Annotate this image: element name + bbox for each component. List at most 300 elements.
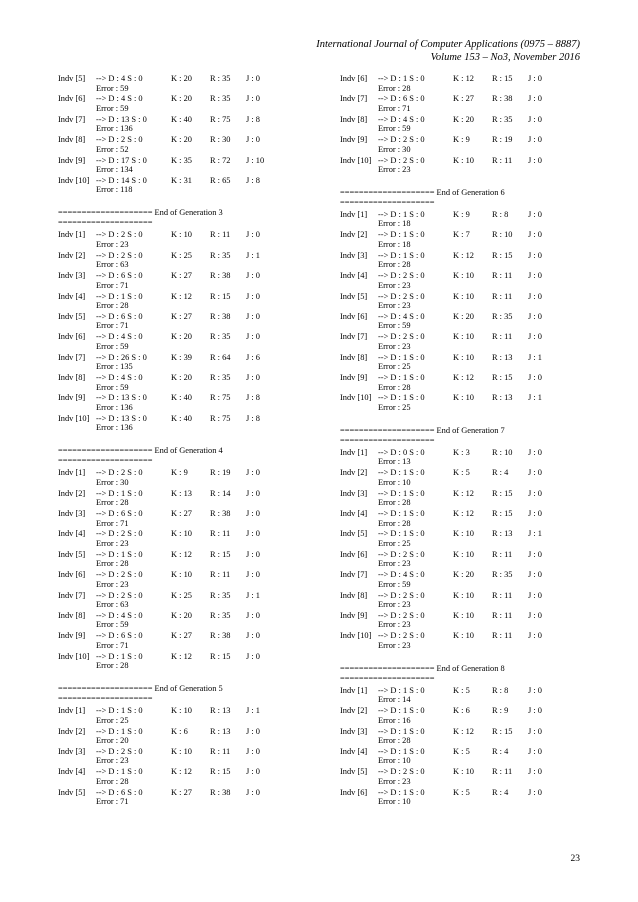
log-entry [58,468,318,488]
individual-label: Indv [9] [58,631,86,641]
generation-title: ==================== End of Generation 4 [58,446,223,456]
j-value: J : 0 [246,311,260,321]
error-value: Error : 71 [96,797,129,807]
individual-label: Indv [7] [58,114,86,124]
j-value: J : 0 [246,230,260,240]
individual-label: Indv [5] [58,311,86,321]
k-value: K : 27 [171,631,192,641]
j-value: J : 6 [246,352,260,362]
k-value: K : 20 [171,74,192,83]
error-value: Error : 23 [378,620,411,630]
r-value: R : 11 [210,746,231,756]
individual-label: Indv [5] [58,549,86,559]
distance-value: --> D : 1 S : 0 [378,468,425,478]
error-value: Error : 23 [96,239,129,249]
j-value: J : 0 [528,209,542,219]
error-value: Error : 136 [96,423,133,433]
generation-rule: ==================== [340,197,435,207]
r-value: R : 35 [210,332,231,342]
r-value: R : 15 [492,726,513,736]
k-value: K : 6 [453,706,470,716]
individual-label: Indv [5] [340,529,368,539]
error-value: Error : 14 [378,695,411,705]
log-entry [58,489,318,509]
k-value: K : 12 [453,509,474,519]
individual-label: Indv [5] [340,291,368,301]
log-entry [58,509,318,529]
generation-separator [58,434,318,468]
error-value: Error : 23 [378,341,411,351]
distance-value: --> D : 1 S : 0 [96,488,143,498]
r-value: R : 35 [210,94,231,104]
log-entry [58,788,318,808]
distance-value: --> D : 1 S : 0 [378,706,425,716]
individual-label: Indv [10] [58,651,90,661]
log-entry [58,115,318,135]
distance-value: --> D : 1 S : 0 [378,209,425,219]
error-value: Error : 71 [96,518,129,528]
error-value: Error : 23 [378,776,411,786]
individual-label: Indv [8] [58,373,86,383]
log-entry [340,529,600,549]
log-entry [58,529,318,549]
individual-label: Indv [4] [340,746,368,756]
k-value: K : 13 [171,488,192,498]
error-value: Error : 71 [96,280,129,290]
j-value: J : 0 [246,570,260,580]
r-value: R : 38 [210,631,231,641]
individual-label: Indv [2] [58,488,86,498]
distance-value: --> D : 2 S : 0 [378,767,425,777]
j-value: J : 1 [528,529,542,539]
r-value: R : 4 [492,746,509,756]
log-entry [58,373,318,393]
r-value: R : 15 [492,488,513,498]
distance-value: --> D : 26 S : 0 [96,352,147,362]
distance-value: --> D : 2 S : 0 [96,529,143,539]
log-entry [58,727,318,747]
r-value: R : 13 [210,726,231,736]
individual-label: Indv [3] [340,726,368,736]
k-value: K : 40 [171,114,192,124]
log-entry [340,591,600,611]
error-value: Error : 10 [378,756,411,766]
log-entry [58,652,318,672]
error-value: Error : 59 [96,341,129,351]
individual-label: Indv [9] [340,135,368,145]
j-value: J : 0 [528,332,542,342]
j-value: J : 8 [246,175,260,185]
r-value: R : 8 [492,685,509,695]
generation-rule: ==================== [340,435,435,445]
j-value: J : 0 [528,787,542,797]
k-value: K : 12 [171,549,192,559]
log-entry [340,448,600,468]
individual-label: Indv [2] [340,230,368,240]
k-value: K : 10 [453,393,474,403]
error-value: Error : 71 [96,321,129,331]
r-value: R : 15 [210,549,231,559]
individual-label: Indv [7] [58,590,86,600]
r-value: R : 11 [210,529,231,539]
j-value: J : 0 [528,250,542,260]
distance-value: --> D : 2 S : 0 [378,610,425,620]
r-value: R : 15 [492,373,513,383]
k-value: K : 27 [171,787,192,797]
r-value: R : 75 [210,413,231,423]
distance-value: --> D : 4 S : 0 [378,570,425,580]
distance-value: --> D : 6 S : 0 [96,787,143,797]
error-value: Error : 28 [96,559,129,569]
individual-label: Indv [6] [340,549,368,559]
j-value: J : 0 [246,74,260,83]
r-value: R : 38 [210,787,231,797]
k-value: K : 10 [453,155,474,165]
k-value: K : 9 [171,468,188,478]
individual-label: Indv [2] [58,726,86,736]
individual-label: Indv [7] [340,570,368,580]
individual-label: Indv [5] [58,74,86,83]
log-entry [58,312,318,332]
log-entry [340,393,600,413]
j-value: J : 0 [528,291,542,301]
r-value: R : 38 [210,311,231,321]
individual-label: Indv [4] [58,529,86,539]
r-value: R : 19 [210,468,231,478]
log-entry [340,550,600,570]
k-value: K : 5 [453,685,470,695]
error-value: Error : 23 [378,559,411,569]
r-value: R : 35 [492,114,513,124]
error-value: Error : 28 [96,661,129,671]
r-value: R : 10 [492,230,513,240]
j-value: J : 0 [246,271,260,281]
journal-volume: Volume 153 – No3, November 2016 [430,52,580,63]
error-value: Error : 28 [378,736,411,746]
k-value: K : 20 [453,311,474,321]
distance-value: --> D : 13 S : 0 [96,393,147,403]
log-entry [340,115,600,135]
k-value: K : 12 [453,726,474,736]
j-value: J : 0 [246,135,260,145]
k-value: K : 5 [453,468,470,478]
log-entry [340,332,600,352]
log-entry [58,74,318,94]
error-value: Error : 25 [96,715,129,725]
log-entry [58,94,318,114]
generation-rule: ==================== [58,218,153,228]
log-entry [340,727,600,747]
j-value: J : 0 [528,746,542,756]
error-value: Error : 134 [96,165,133,175]
k-value: K : 10 [453,271,474,281]
r-value: R : 11 [492,271,513,281]
individual-label: Indv [6] [58,332,86,342]
error-value: Error : 59 [96,620,129,630]
distance-value: --> D : 6 S : 0 [378,94,425,104]
distance-value: --> D : 1 S : 0 [96,726,143,736]
j-value: J : 0 [246,509,260,519]
j-value: J : 0 [528,114,542,124]
j-value: J : 0 [528,631,542,641]
k-value: K : 20 [171,373,192,383]
log-entry [58,156,318,176]
r-value: R : 72 [210,155,231,165]
page-number: 23 [570,854,580,864]
log-entry [340,74,600,94]
k-value: K : 20 [171,94,192,104]
generation-title: ==================== End of Generation 6 [340,187,505,197]
generation-separator [340,176,600,210]
log-entry [340,747,600,767]
error-value: Error : 30 [378,144,411,154]
r-value: R : 35 [210,590,231,600]
j-value: J : 0 [246,529,260,539]
j-value: J : 0 [528,549,542,559]
r-value: R : 11 [492,590,513,600]
error-value: Error : 28 [378,83,411,93]
r-value: R : 11 [492,610,513,620]
distance-value: --> D : 2 S : 0 [378,549,425,559]
r-value: R : 4 [492,468,509,478]
error-value: Error : 59 [96,382,129,392]
j-value: J : 0 [246,631,260,641]
k-value: K : 3 [453,447,470,457]
log-entry [58,332,318,352]
log-entry [58,230,318,250]
r-value: R : 38 [210,509,231,519]
k-value: K : 6 [171,726,188,736]
log-entry [58,767,318,787]
distance-value: --> D : 2 S : 0 [96,230,143,240]
j-value: J : 0 [528,509,542,519]
error-value: Error : 18 [378,219,411,229]
distance-value: --> D : 4 S : 0 [96,373,143,383]
j-value: J : 0 [528,155,542,165]
individual-label: Indv [9] [340,373,368,383]
k-value: K : 9 [453,135,470,145]
j-value: J : 0 [528,767,542,777]
individual-label: Indv [3] [58,509,86,519]
individual-label: Indv [6] [340,787,368,797]
log-entry [58,591,318,611]
distance-value: --> D : 2 S : 0 [378,155,425,165]
error-value: Error : 136 [96,124,133,134]
r-value: R : 38 [210,271,231,281]
distance-value: --> D : 1 S : 0 [96,706,143,716]
generation-title: ==================== End of Generation 3 [58,208,223,218]
log-entry [340,706,600,726]
j-value: J : 0 [528,311,542,321]
distance-value: --> D : 17 S : 0 [96,155,147,165]
generation-title: ==================== End of Generation 5 [58,684,223,694]
j-value: J : 10 [246,155,265,165]
r-value: R : 13 [210,706,231,716]
log-entry [58,747,318,767]
distance-value: --> D : 1 S : 0 [378,373,425,383]
k-value: K : 31 [171,175,192,185]
distance-value: --> D : 6 S : 0 [96,311,143,321]
k-value: K : 10 [453,610,474,620]
j-value: J : 0 [528,706,542,716]
j-value: J : 0 [528,230,542,240]
distance-value: --> D : 6 S : 0 [96,271,143,281]
k-value: K : 10 [453,767,474,777]
j-value: J : 0 [528,94,542,104]
individual-label: Indv [9] [340,610,368,620]
log-entry [58,251,318,271]
error-value: Error : 23 [378,640,411,650]
k-value: K : 7 [453,230,470,240]
distance-value: --> D : 6 S : 0 [96,631,143,641]
individual-label: Indv [1] [340,685,368,695]
log-entry [58,631,318,651]
log-entry [58,706,318,726]
j-value: J : 8 [246,393,260,403]
distance-value: --> D : 2 S : 0 [96,590,143,600]
distance-value: --> D : 1 S : 0 [96,549,143,559]
j-value: J : 1 [246,590,260,600]
k-value: K : 39 [171,352,192,362]
error-value: Error : 135 [96,362,133,372]
k-value: K : 20 [453,114,474,124]
r-value: R : 13 [492,352,513,362]
error-value: Error : 118 [96,185,133,195]
individual-label: Indv [10] [58,175,90,185]
generation-title: ==================== End of Generation 8 [340,663,505,673]
r-value: R : 75 [210,393,231,403]
individual-label: Indv [6] [340,74,368,83]
individual-label: Indv [2] [340,468,368,478]
distance-value: --> D : 1 S : 0 [378,529,425,539]
error-value: Error : 23 [96,579,129,589]
distance-value: --> D : 1 S : 0 [96,651,143,661]
k-value: K : 40 [171,393,192,403]
log-entry [58,414,318,434]
log-entry [340,611,600,631]
error-value: Error : 59 [96,83,129,93]
r-value: R : 65 [210,175,231,185]
k-value: K : 10 [453,529,474,539]
j-value: J : 1 [246,250,260,260]
log-entry [340,570,600,590]
j-value: J : 0 [246,787,260,797]
error-value: Error : 10 [378,797,411,807]
j-value: J : 0 [246,373,260,383]
r-value: R : 11 [492,155,513,165]
individual-label: Indv [4] [58,767,86,777]
log-entry [340,767,600,787]
distance-value: --> D : 1 S : 0 [378,685,425,695]
k-value: K : 20 [171,610,192,620]
distance-value: --> D : 2 S : 0 [96,468,143,478]
distance-value: --> D : 0 S : 0 [378,447,425,457]
j-value: J : 0 [246,332,260,342]
error-value: Error : 52 [96,144,129,154]
log-entry [340,312,600,332]
log-entry [340,788,600,808]
distance-value: --> D : 2 S : 0 [96,746,143,756]
log-entry [340,292,600,312]
r-value: R : 14 [210,488,231,498]
distance-value: --> D : 2 S : 0 [378,135,425,145]
distance-value: --> D : 13 S : 0 [96,413,147,423]
log-entry [340,271,600,291]
j-value: J : 1 [246,706,260,716]
error-value: Error : 23 [96,538,129,548]
distance-value: --> D : 1 S : 0 [378,74,425,83]
k-value: K : 27 [453,94,474,104]
r-value: R : 10 [492,447,513,457]
log-entry [58,271,318,291]
individual-label: Indv [10] [340,631,372,641]
r-value: R : 15 [492,250,513,260]
individual-label: Indv [7] [340,332,368,342]
log-entry [340,251,600,271]
j-value: J : 0 [528,570,542,580]
error-value: Error : 25 [378,362,411,372]
individual-label: Indv [1] [58,230,86,240]
j-value: J : 0 [528,590,542,600]
log-entry [340,353,600,373]
k-value: K : 10 [171,230,192,240]
r-value: R : 13 [492,393,513,403]
generation-rule: ==================== [340,673,435,683]
k-value: K : 27 [171,271,192,281]
distance-value: --> D : 1 S : 0 [378,250,425,260]
individual-label: Indv [4] [340,271,368,281]
log-entry [340,631,600,651]
k-value: K : 25 [171,590,192,600]
j-value: J : 0 [246,488,260,498]
log-entry [58,353,318,373]
error-value: Error : 59 [378,579,411,589]
individual-label: Indv [8] [58,610,86,620]
generation-rule: ==================== [58,456,153,466]
error-value: Error : 28 [378,382,411,392]
log-entry [340,373,600,393]
j-value: J : 0 [246,726,260,736]
k-value: K : 12 [171,291,192,301]
k-value: K : 12 [453,74,474,83]
r-value: R : 35 [210,250,231,260]
individual-label: Indv [3] [58,746,86,756]
k-value: K : 9 [453,209,470,219]
k-value: K : 27 [171,311,192,321]
individual-label: Indv [2] [58,250,86,260]
individual-label: Indv [1] [58,468,86,478]
distance-value: --> D : 4 S : 0 [96,332,143,342]
individual-label: Indv [8] [340,590,368,600]
log-entry [340,489,600,509]
distance-value: --> D : 6 S : 0 [96,509,143,519]
distance-value: --> D : 4 S : 0 [378,114,425,124]
k-value: K : 20 [453,570,474,580]
distance-value: --> D : 4 S : 0 [378,311,425,321]
distance-value: --> D : 4 S : 0 [96,74,143,83]
k-value: K : 5 [453,787,470,797]
j-value: J : 0 [246,468,260,478]
k-value: K : 10 [171,529,192,539]
individual-label: Indv [6] [340,311,368,321]
error-value: Error : 63 [96,600,129,610]
j-value: J : 0 [528,135,542,145]
k-value: K : 10 [171,706,192,716]
distance-value: --> D : 2 S : 0 [96,250,143,260]
r-value: R : 11 [492,631,513,641]
error-value: Error : 23 [378,165,411,175]
error-value: Error : 25 [378,538,411,548]
